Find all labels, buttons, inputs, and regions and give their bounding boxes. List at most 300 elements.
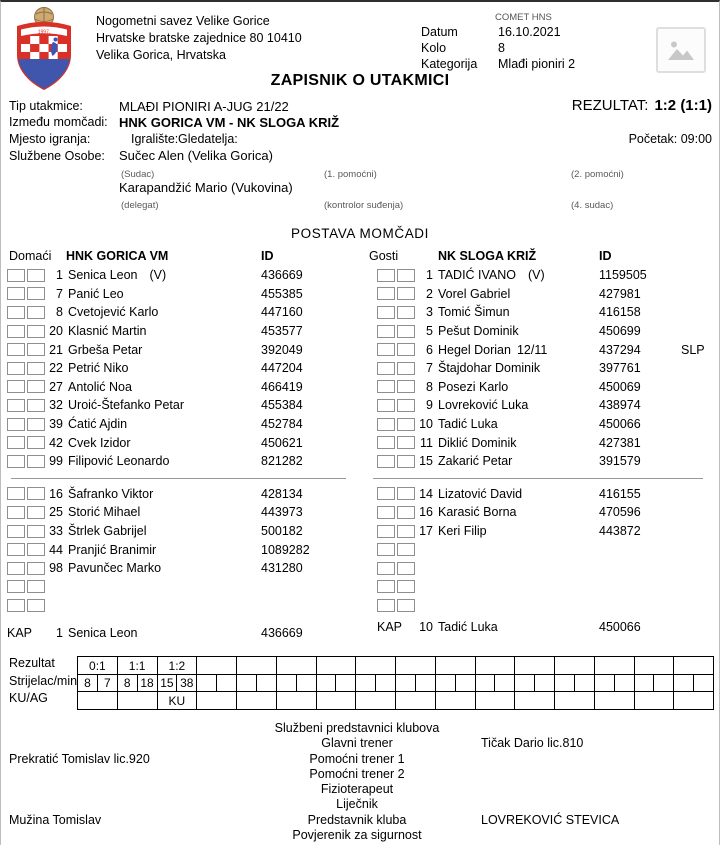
player-row <box>7 340 363 359</box>
player-suffix: (V) <box>149 268 167 283</box>
kuag-cell <box>78 692 118 709</box>
player-tag: SLP <box>681 342 705 357</box>
checkbox-slots <box>7 380 47 393</box>
player-row <box>7 452 363 471</box>
checkbox-slot <box>397 599 415 612</box>
home-representative-name <box>1 767 241 782</box>
rezultat-value: 1:2 (1:1) <box>654 97 712 114</box>
kuag-cell <box>555 692 595 709</box>
representative-row <box>1 813 719 828</box>
scorer-cell <box>78 675 118 692</box>
kap-label: KAP <box>7 625 33 640</box>
checkbox-slots <box>7 599 47 612</box>
kategorija-value: Mlađi pioniri 2 <box>498 57 576 71</box>
crest-checkerboard <box>21 36 67 59</box>
checkbox-slot <box>397 399 415 412</box>
checkbox-slots <box>377 562 417 575</box>
checkbox-slot <box>7 506 25 519</box>
captain-name: Senica Leon <box>68 625 138 640</box>
player-number: 7 <box>56 286 63 301</box>
player-name: Karasić Borna <box>438 505 517 520</box>
player-number: 44 <box>49 542 63 557</box>
checkbox-slots <box>377 325 417 338</box>
player-id: 450069 <box>599 379 641 394</box>
checkbox-slot <box>27 580 45 593</box>
away-starters <box>363 266 719 471</box>
player-number: 8 <box>56 305 63 320</box>
mjesto-igranja-label: Mjesto igranja: <box>9 132 91 146</box>
checkbox-slot <box>7 436 25 449</box>
scorer-minute <box>456 675 475 692</box>
checkbox-slot <box>377 562 395 575</box>
checkbox-slots <box>7 436 47 449</box>
role-1-pomocni: (1. pomoćni) <box>324 169 377 180</box>
representative-role: Povjerenik za sigurnost <box>292 827 422 842</box>
checkbox-slots <box>377 269 417 282</box>
player-name: Hegel Dorian 12/11 <box>438 342 548 357</box>
player-number: 25 <box>49 505 63 520</box>
checkbox-slot <box>7 487 25 500</box>
player-id: 438974 <box>599 398 641 413</box>
scorer-cell <box>356 675 396 692</box>
kuag-cell <box>277 692 317 709</box>
scorer-minute <box>575 675 594 692</box>
score-cell <box>277 657 317 674</box>
scorer-cell <box>317 675 357 692</box>
player-name: Ćatić Ajdin <box>68 417 128 432</box>
scorer-cell <box>277 675 317 692</box>
player-id: 821282 <box>261 454 303 469</box>
checkbox-slot <box>27 543 45 556</box>
captain-name: Tadić Luka <box>438 619 498 634</box>
scorer-minute <box>615 675 634 692</box>
roster-title: POSTAVA MOMČADI <box>290 226 429 241</box>
scorer-minute <box>495 675 514 692</box>
player-row <box>7 359 363 378</box>
player-number: 42 <box>49 435 63 450</box>
home-representative-name <box>1 782 241 797</box>
broken-image-icon <box>666 38 696 62</box>
player-name: Storić Mihael <box>68 505 141 520</box>
player-name: Tadić Luka <box>438 417 498 432</box>
checkbox-slot <box>377 362 395 375</box>
player-number: 6 <box>426 342 433 357</box>
checkbox-slot <box>27 562 45 575</box>
scorer-cell <box>476 675 516 692</box>
scorer-cell <box>635 675 675 692</box>
scorer-number <box>356 675 376 692</box>
player-row <box>7 378 363 397</box>
player-row <box>363 503 719 522</box>
player-number: 3 <box>426 305 433 320</box>
kolo-label: Kolo <box>421 41 447 55</box>
scorer-minute <box>336 675 355 692</box>
player-row <box>7 266 363 285</box>
checkbox-slots <box>377 362 417 375</box>
away-representative-name <box>473 782 720 797</box>
away-representative-name <box>473 721 720 736</box>
scorer-minute: 18 <box>140 676 154 691</box>
home-roster-header <box>7 249 363 266</box>
away-representative-name <box>473 767 720 782</box>
scorer-minute <box>376 675 395 692</box>
kuag-row-label: KU/AG <box>9 691 48 706</box>
kuag-cell <box>515 692 555 709</box>
player-row <box>363 322 719 341</box>
representative-role: Liječnik <box>336 797 378 812</box>
representative-row <box>1 721 719 736</box>
checkbox-slot <box>7 418 25 431</box>
player-name: Zakarić Petar <box>438 454 513 469</box>
player-row <box>7 522 363 541</box>
org-line-1: Nogometni savez Velike Gorice <box>96 14 270 28</box>
checkbox-slots <box>377 455 417 468</box>
scorer-number: 15 <box>158 675 178 692</box>
player-name: TADIĆ IVANO (V) <box>438 268 545 283</box>
page-title: ZAPISNIK O UTAKMICI <box>270 72 450 89</box>
scorer-number <box>476 675 496 692</box>
away-roster-header <box>363 249 719 266</box>
away-team-name: NK SLOGA KRIŽ <box>438 249 537 263</box>
player-number: 22 <box>49 361 63 376</box>
player-id: 437294 <box>599 342 641 357</box>
scorer-number <box>396 675 416 692</box>
player-id: 427381 <box>599 435 641 450</box>
checkbox-slot <box>377 455 395 468</box>
player-row <box>363 452 719 471</box>
checkbox-slots <box>7 325 47 338</box>
scorer-cell <box>237 675 277 692</box>
player-row <box>7 485 363 504</box>
scorer-number <box>317 675 337 692</box>
captain-id: 436669 <box>261 625 303 640</box>
checkbox-slots <box>377 343 417 356</box>
checkbox-slot <box>377 543 395 556</box>
player-name: Pešut Dominik <box>438 324 519 339</box>
player-number: 1 <box>426 268 433 283</box>
player-name: Senica Leon (V) <box>68 268 167 283</box>
checkbox-slot <box>377 343 395 356</box>
organization-block <box>96 13 302 64</box>
player-row <box>363 303 719 322</box>
score-cell: 1:2 <box>158 657 198 674</box>
player-row <box>7 322 363 341</box>
checkbox-slot <box>377 325 395 338</box>
match-info-section <box>1 97 719 213</box>
player-row <box>7 503 363 522</box>
checkbox-slot <box>397 269 415 282</box>
scorer-cell <box>436 675 476 692</box>
away-id-header: ID <box>599 249 612 263</box>
scorer-number <box>237 675 257 692</box>
datum-label: Datum <box>421 25 458 39</box>
checkbox-slot <box>397 436 415 449</box>
player-number: 2 <box>426 286 433 301</box>
report-header <box>1 2 719 97</box>
checkbox-slot <box>27 325 45 338</box>
player-name: Cvek Izidor <box>68 435 131 450</box>
checkbox-slots <box>7 418 47 431</box>
kuag-cell <box>118 692 158 709</box>
player-name: Grbeša Petar <box>68 342 143 357</box>
checkbox-slot <box>27 362 45 375</box>
checkbox-slots <box>7 487 47 500</box>
player-row <box>363 522 719 541</box>
scorer-cell <box>595 675 635 692</box>
home-roster-column <box>7 249 363 642</box>
player-id: 416158 <box>599 305 641 320</box>
scorer-cell <box>158 675 198 692</box>
player-suffix: 12/11 <box>516 342 548 357</box>
home-representative-name: Mužina Tomislav <box>9 812 102 827</box>
izmedu-momcadi-label: Između momčadi: <box>9 115 108 129</box>
kuag-cell <box>356 692 396 709</box>
scorer-minute <box>416 675 435 692</box>
player-id: 500182 <box>261 524 303 539</box>
player-number: 7 <box>426 361 433 376</box>
player-id: 447204 <box>261 361 303 376</box>
checkbox-slots <box>7 543 47 556</box>
checkbox-slot <box>27 269 45 282</box>
player-name: Cvetojević Karlo <box>68 305 159 320</box>
player-number: 10 <box>419 417 433 432</box>
tip-utakmice-label: Tip utakmice: <box>9 99 83 113</box>
checkbox-slots <box>377 399 417 412</box>
scorer-minute <box>217 675 236 692</box>
org-line-2: Hrvatske bratske zajednice 80 10410 <box>96 31 302 45</box>
kuag-cell <box>674 692 713 709</box>
checkbox-slot <box>397 362 415 375</box>
kuag-cell <box>436 692 476 709</box>
role-2-pomocni: (2. pomoćni) <box>571 169 624 180</box>
scorer-number <box>595 675 615 692</box>
checkbox-slot <box>397 287 415 300</box>
checkbox-slot <box>397 580 415 593</box>
checkbox-slot <box>397 506 415 519</box>
checkbox-slot <box>377 580 395 593</box>
player-row <box>363 433 719 452</box>
role-4-sudac: (4. sudac) <box>571 200 614 211</box>
result-table <box>77 656 714 710</box>
scorer-cell <box>197 675 237 692</box>
captain-row <box>7 624 363 643</box>
subs-divider <box>11 478 346 479</box>
kuag-cell <box>197 692 237 709</box>
rezultat-line <box>572 97 712 114</box>
kuag-cell <box>595 692 635 709</box>
home-representative-name <box>1 828 241 843</box>
player-id: 470596 <box>599 505 641 520</box>
kap-label: KAP <box>377 619 403 634</box>
checkbox-slot <box>27 506 45 519</box>
tip-utakmice-value: MLAĐI PIONIRI A-JUG 21/22 <box>119 99 289 114</box>
representative-row <box>1 797 719 812</box>
pocetak-value: Početak: 09:00 <box>628 132 712 146</box>
player-id: 428134 <box>261 486 303 501</box>
empty-player-row <box>7 578 363 597</box>
away-roster-column <box>363 249 719 642</box>
player-id: 443872 <box>599 524 641 539</box>
scorer-number: 8 <box>78 675 98 692</box>
checkbox-slot <box>7 543 25 556</box>
crest-year: 1997. <box>37 29 51 36</box>
scorer-cell <box>118 675 158 692</box>
player-id: 391579 <box>599 454 641 469</box>
checkbox-slot <box>397 418 415 431</box>
score-cell: 0:1 <box>78 657 118 674</box>
player-row <box>7 285 363 304</box>
strijelac-row-label: Strijelac/min <box>9 673 78 688</box>
player-suffix: (V) <box>528 268 545 283</box>
player-row <box>7 396 363 415</box>
checkbox-slot <box>377 599 395 612</box>
empty-player-row <box>363 559 719 578</box>
scorer-cell <box>396 675 436 692</box>
player-number: 9 <box>426 398 433 413</box>
away-side-label: Gosti <box>369 249 399 263</box>
checkbox-slot <box>397 455 415 468</box>
checkbox-slot <box>377 506 395 519</box>
player-id: 450621 <box>261 435 303 450</box>
checkbox-slot <box>7 362 25 375</box>
scorer-minute <box>654 675 673 692</box>
scorer-minute <box>297 675 316 692</box>
player-number: 8 <box>426 379 433 394</box>
captain-number: 10 <box>419 619 433 634</box>
player-number: 33 <box>49 524 63 539</box>
representative-row <box>1 752 719 767</box>
home-team-name: HNK GORICA VM <box>66 249 169 263</box>
player-number: 32 <box>49 398 63 413</box>
score-cell <box>515 657 555 674</box>
gledatelja-label: Gledatelja: <box>178 132 238 146</box>
player-id: 443973 <box>261 505 303 520</box>
system-label: COMET HNS <box>495 12 552 23</box>
away-representative-name: LOVREKOVIĆ STEVICA <box>481 812 620 827</box>
away-substitutes <box>363 485 719 615</box>
checkbox-slots <box>7 506 47 519</box>
player-number: 16 <box>49 486 63 501</box>
checkbox-slot <box>7 399 25 412</box>
player-id: 455385 <box>261 286 303 301</box>
checkbox-slot <box>27 343 45 356</box>
player-row <box>363 396 719 415</box>
player-number: 17 <box>419 524 433 539</box>
player-row <box>363 378 719 397</box>
checkbox-slots <box>377 380 417 393</box>
player-row <box>7 415 363 434</box>
player-number: 21 <box>49 342 63 357</box>
role-sudac: (Sudac) <box>121 169 155 180</box>
checkbox-slot <box>377 287 395 300</box>
scorer-number <box>197 675 217 692</box>
result-section <box>1 655 719 710</box>
score-cell <box>197 657 237 674</box>
scorer-number <box>515 675 535 692</box>
kuag-cell: KU <box>158 692 198 709</box>
home-representative-name <box>1 797 241 812</box>
org-line-3: Velika Gorica, Hrvatska <box>96 48 226 62</box>
player-number: 98 <box>49 561 63 576</box>
player-number: 1 <box>56 268 63 283</box>
player-number: 16 <box>419 505 433 520</box>
checkbox-slot <box>27 455 45 468</box>
player-row <box>7 303 363 322</box>
player-name: Klasnić Martin <box>68 324 147 339</box>
image-placeholder <box>656 27 706 73</box>
player-id: 447160 <box>261 305 303 320</box>
player-name: Lizatović David <box>438 486 523 501</box>
checkbox-slots <box>7 343 47 356</box>
checkbox-slot <box>377 380 395 393</box>
datum-value: 16.10.2021 <box>498 25 561 39</box>
player-row <box>363 359 719 378</box>
player-name: Pavunčec Marko <box>68 561 162 576</box>
checkbox-slot <box>7 580 25 593</box>
scorer-minute <box>694 675 713 692</box>
kuag-cell <box>476 692 516 709</box>
checkbox-slot <box>397 325 415 338</box>
away-representative-name <box>473 752 720 767</box>
meta-row-datum <box>421 24 575 40</box>
checkbox-slot <box>7 343 25 356</box>
player-name: Posezi Karlo <box>438 379 509 394</box>
player-number: 27 <box>49 379 63 394</box>
player-id: 450699 <box>599 324 641 339</box>
checkbox-slot <box>27 399 45 412</box>
player-id: 436669 <box>261 268 303 283</box>
player-name: Filipović Leonardo <box>68 454 170 469</box>
representative-role: Službeni predstavnici klubova <box>274 721 440 736</box>
score-cell: 1:1 <box>118 657 158 674</box>
referee-name: Sučec Alen (Velika Gorica) <box>119 148 273 163</box>
representative-row <box>1 828 719 843</box>
representative-role: Pomoćni trener 1 <box>309 751 405 766</box>
result-score-row <box>78 657 713 674</box>
player-id: 453577 <box>261 324 303 339</box>
player-id: 392049 <box>261 342 303 357</box>
checkbox-slots <box>377 436 417 449</box>
checkbox-slot <box>397 343 415 356</box>
score-cell <box>356 657 396 674</box>
player-id: 450066 <box>599 417 641 432</box>
player-number: 11 <box>420 435 433 450</box>
score-cell <box>237 657 277 674</box>
checkbox-slot <box>397 306 415 319</box>
player-number: 15 <box>419 454 433 469</box>
checkbox-slots <box>377 418 417 431</box>
result-row-labels <box>9 655 77 708</box>
checkbox-slot <box>27 525 45 538</box>
checkbox-slots <box>377 599 417 612</box>
checkbox-slot <box>7 306 25 319</box>
checkbox-slot <box>27 380 45 393</box>
empty-player-row <box>363 596 719 615</box>
result-kuag-row <box>78 691 713 709</box>
home-representative-name <box>1 721 241 736</box>
checkbox-slot <box>7 325 25 338</box>
empty-player-row <box>363 578 719 597</box>
checkbox-slots <box>7 399 47 412</box>
player-row <box>7 433 363 452</box>
player-id: 427981 <box>599 286 641 301</box>
checkbox-slot <box>7 287 25 300</box>
kuag-cell <box>317 692 357 709</box>
checkbox-slots <box>377 506 417 519</box>
checkbox-slots <box>7 455 47 468</box>
player-name: Pranjić Branimir <box>68 542 157 557</box>
score-cell <box>436 657 476 674</box>
